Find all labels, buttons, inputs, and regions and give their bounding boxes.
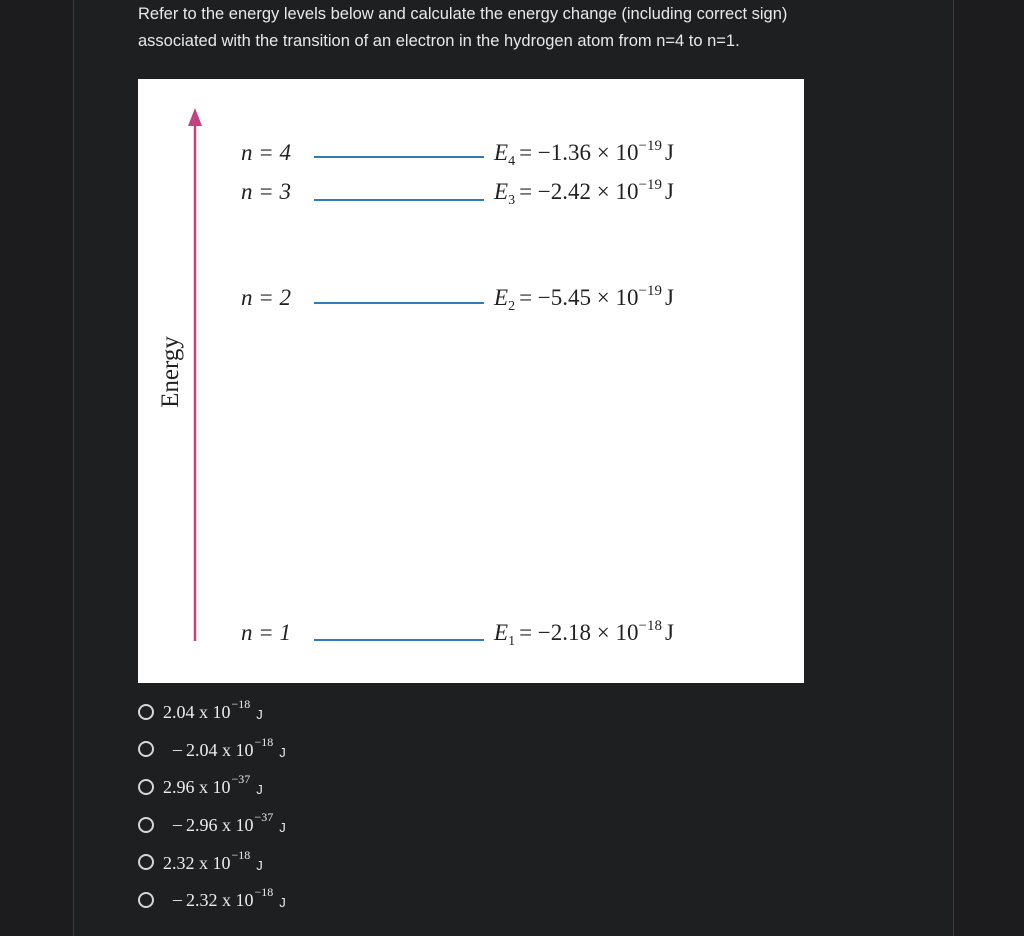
arrow-head-icon [188, 108, 202, 126]
energy-diagram-svg [138, 79, 804, 683]
question-line-2: associated with the transition of an electron in the hydrogen atom from n=4 to n=1. [138, 32, 740, 50]
option-value: 2.96 x $10^{-37}$ [186, 810, 274, 836]
option-value: 2.04 x $10^{-18}$ [163, 697, 251, 723]
option-sign: – [173, 814, 182, 835]
level-n-label: n = 2 [241, 285, 292, 310]
radio-button[interactable] [138, 779, 154, 795]
level-n-label: n = 4 [241, 140, 292, 165]
energy-level-n3 [241, 177, 674, 208]
energy-level-n4 [241, 138, 674, 169]
option-unit: J [279, 895, 286, 911]
radio-button[interactable] [138, 892, 154, 908]
energy-axis-label: Energy [157, 336, 184, 408]
option-unit: J [256, 857, 263, 873]
energy-level-diagram [138, 79, 804, 683]
option-unit: J [279, 744, 286, 760]
answer-option-3[interactable] [138, 768, 538, 806]
answer-options [138, 693, 538, 919]
option-sign: – [173, 889, 182, 910]
level-n-label: n = 3 [241, 179, 292, 204]
level-energy-value: $E_4 = -1.36 \times 10^{-19}$ J [494, 138, 674, 169]
option-value: 2.96 x $10^{-37}$ [163, 772, 251, 798]
radio-button[interactable] [138, 854, 154, 870]
answer-option-2[interactable] [138, 731, 538, 769]
level-n-label: n = 1 [241, 620, 292, 645]
option-value: 2.32 x $10^{-18}$ [186, 885, 274, 911]
energy-level-n1 [241, 618, 674, 649]
radio-button[interactable] [138, 704, 154, 720]
answer-option-4[interactable] [138, 806, 538, 844]
option-value: 2.04 x $10^{-18}$ [186, 734, 274, 760]
option-sign: – [173, 738, 182, 759]
level-energy-value: $E_3 = -2.42 \times 10^{-19}$ J [494, 177, 674, 208]
option-unit: J [256, 707, 263, 723]
option-unit: J [256, 782, 263, 798]
option-value: 2.32 x $10^{-18}$ [163, 847, 251, 873]
option-unit: J [279, 820, 286, 836]
level-energy-value: $E_2 = -5.45 \times 10^{-19}$ J [494, 283, 674, 314]
answer-option-5[interactable] [138, 843, 538, 881]
radio-button[interactable] [138, 741, 154, 757]
question-text [138, 1, 898, 55]
answer-option-6[interactable] [138, 881, 538, 919]
answer-option-1[interactable] [138, 693, 538, 731]
level-energy-value: $E_1 = -2.18 \times 10^{-18}$ J [494, 618, 674, 649]
question-line-1: Refer to the energy levels below and calculate the energy change (including correct sign) [138, 5, 788, 23]
energy-level-n2 [241, 283, 674, 314]
radio-button[interactable] [138, 817, 154, 833]
